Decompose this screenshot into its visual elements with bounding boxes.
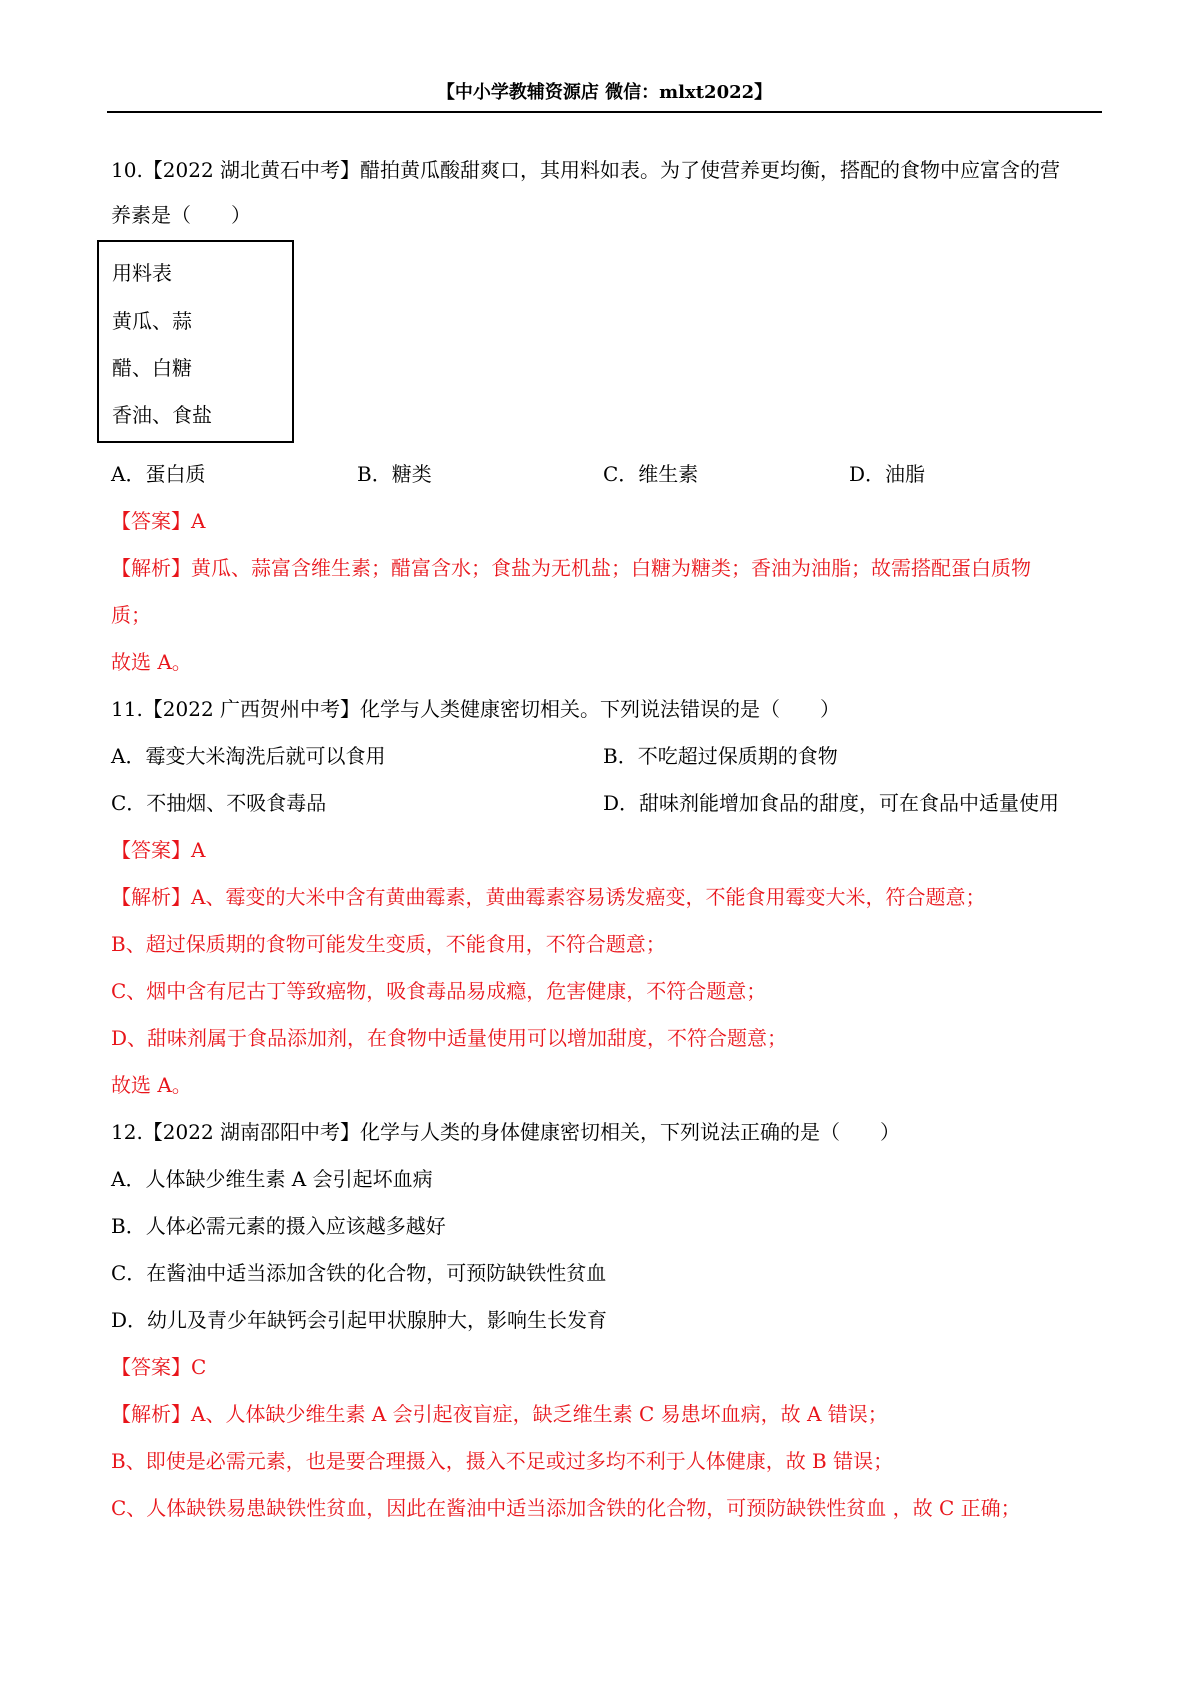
q12-analysis-line: C、人体缺铁易患缺铁性贫血，因此在酱油中适当添加含铁的化合物，可预防缺铁性贫血 ，故 C 正确；: [111, 1496, 1021, 1520]
ingredient-row: 香油、食盐: [112, 403, 212, 427]
q12-option-c: C．在酱油中适当添加含铁的化合物，可预防缺铁性贫血: [111, 1261, 607, 1285]
q11-stem: 11.【2022 广西贺州中考】化学与人类健康密切相关。下列说法错误的是（ ）: [111, 697, 841, 721]
q12-analysis-line: 【解析】A、人体缺少维生素 A 会引起夜盲症，缺乏维生素 C 易患坏血病，故 A 错误；: [111, 1402, 888, 1426]
q11-analysis-line: 故选 A。: [111, 1073, 192, 1097]
q12-option-b: B．人体必需元素的摄入应该越多越好: [111, 1214, 446, 1238]
q10-option-d: D．油脂: [849, 462, 926, 486]
q10-option-b: B．糖类: [357, 462, 432, 486]
q12-analysis-line: B、即使是必需元素，也是要合理摄入，摄入不足或过多均不利于人体健康，故 B 错误；: [111, 1449, 894, 1473]
q12-option-d: D．幼儿及青少年缺钙会引起甲状腺肿大，影响生长发育: [111, 1308, 608, 1332]
q10-stem-line1: 10.【2022 湖北黄石中考】醋拍黄瓜酸甜爽口，其用料如表。为了使营养更均衡，搭配的食物中应富含的营: [111, 158, 1061, 182]
q10-option-c: C．维生素: [603, 462, 699, 486]
q11-option-a: A．霉变大米淘洗后就可以食用: [111, 744, 386, 768]
ingredient-table-title: 用料表: [112, 261, 172, 285]
q12-stem: 12.【2022 湖南邵阳中考】化学与人类的身体健康密切相关，下列说法正确的是（ ）: [111, 1120, 901, 1144]
q11-analysis-line: B、超过保质期的食物可能发生变质，不能食用，不符合题意；: [111, 932, 666, 956]
header-divider: [107, 111, 1102, 113]
q10-option-a: A．蛋白质: [111, 462, 206, 486]
q10-analysis-line: 故选 A。: [111, 650, 192, 674]
q11-answer: 【答案】A: [111, 838, 206, 862]
page-header: 【中小学教辅资源店 微信：mlxt2022】: [436, 82, 773, 103]
q10-stem-line2: 养素是（ ）: [111, 203, 251, 227]
q11-analysis-line: C、烟中含有尼古丁等致癌物，吸食毒品易成瘾，危害健康，不符合题意；: [111, 979, 767, 1003]
ingredient-row: 黄瓜、蒜: [112, 309, 192, 333]
q12-option-a: A．人体缺少维生素 A 会引起坏血病: [111, 1167, 433, 1191]
q11-option-b: B．不吃超过保质期的食物: [603, 744, 838, 768]
ingredient-row: 醋、白糖: [112, 356, 192, 380]
q11-analysis-line: 【解析】A、霉变的大米中含有黄曲霉素，黄曲霉素容易诱发癌变，不能食用霉变大米，符合题意；: [111, 885, 986, 909]
q10-analysis-line: 质；: [111, 603, 151, 627]
q11-option-d: D．甜味剂能增加食品的甜度，可在食品中适量使用: [603, 791, 1060, 815]
q11-option-c: C．不抽烟、不吸食毒品: [111, 791, 327, 815]
q10-answer: 【答案】A: [111, 509, 206, 533]
q10-analysis-line: 【解析】黄瓜、蒜富含维生素；醋富含水；食盐为无机盐；白糖为糖类；香油为油脂；故需搭配蛋白质物: [111, 556, 1031, 580]
ingredient-table: [97, 240, 294, 443]
q11-analysis-line: D、甜味剂属于食品添加剂，在食物中适量使用可以增加甜度，不符合题意；: [111, 1026, 788, 1050]
q12-answer: 【答案】C: [111, 1355, 207, 1379]
